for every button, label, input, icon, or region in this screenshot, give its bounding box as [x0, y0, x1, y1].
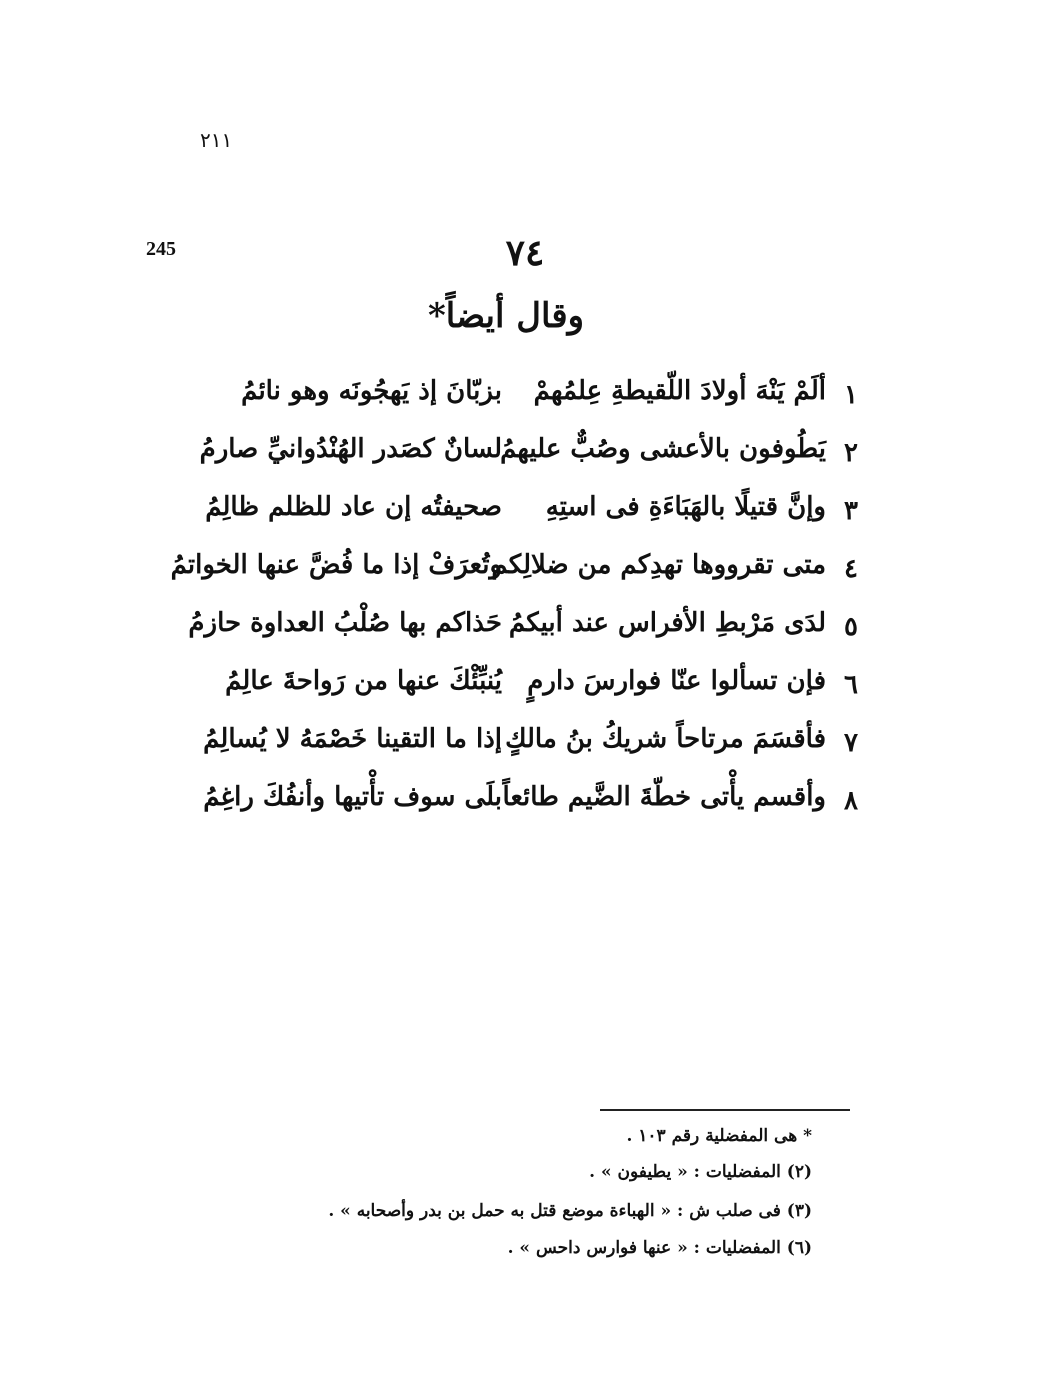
- verse-second-hemistich: صحيفتُه إن عاد للظلم ظالِمُ: [205, 492, 502, 522]
- verse-row: [0, 426, 908, 484]
- poem-title: وقال أيضاً*: [427, 296, 585, 336]
- verse-number: ٨: [844, 786, 858, 816]
- verse-second-hemistich: حَذاكم بها صُلْبُ العداوة حازمُ: [188, 608, 502, 638]
- verse-first-hemistich: وإنَّ قتيلًا بالهَبَاءَةِ فى استِهِ: [545, 492, 826, 522]
- arabic-page-number: ٢١١: [200, 128, 233, 152]
- verse-first-hemistich: فإن تسألوا عنّا فوارسَ دارمٍ: [527, 666, 826, 696]
- footnote: * هى المفضلية رقم ١٠٣ .: [626, 1126, 812, 1146]
- verse-first-hemistich: متى تقرووها تهدِكم من ضلالِكم: [491, 550, 826, 580]
- verse-number: ٧: [844, 728, 858, 758]
- verse-second-hemistich: إذا ما التقينا خَصْمَهُ لا يُسالِمُ: [203, 724, 502, 754]
- verse-first-hemistich: يَطُوفون بالأعشى وصُبٌّ عليهمُ: [500, 434, 826, 464]
- verse-number: ٦: [844, 670, 858, 700]
- verse-first-hemistich: لدَى مَرْبطِ الأفراس عند أبيكمُ: [508, 608, 826, 638]
- verse-second-hemistich: بلَى سوف تأْتيها وأنفُكَ راغِمُ: [203, 782, 502, 812]
- verse-first-hemistich: ألَمْ يَنْهَ أولادَ اللّقيطةِ عِلمُهمْ: [533, 376, 826, 406]
- verse-second-hemistich: بزبّانَ إذ يَهجُونَه وهو نائمُ: [241, 376, 502, 406]
- verse-row: [0, 716, 908, 774]
- verse-second-hemistich: يُنبِّئْكَ عنها من رَواحةَ عالِمُ: [225, 666, 502, 696]
- footnote-separator: [600, 1109, 850, 1111]
- footnote: (٢) المفضليات : « يطيفون » .: [589, 1162, 812, 1182]
- verse-second-hemistich: وتُعرَفْ إذا ما فُضَّ عنها الخواتمُ: [170, 550, 502, 580]
- footnote: (٦) المفضليات : « عنها فوارس داحس » .: [507, 1238, 812, 1258]
- verse-row: [0, 542, 908, 600]
- verse-number: ٣: [844, 496, 858, 526]
- verse-number: ٢: [844, 438, 858, 468]
- verse-second-hemistich: لسانٌ كصَدر الهُنْدُوانيِّ صارمُ: [199, 434, 502, 464]
- verse-row: [0, 600, 908, 658]
- verse-row: [0, 658, 908, 716]
- latin-page-number: 245: [146, 238, 176, 260]
- verse-number: ١: [844, 380, 858, 410]
- footnote: (٣) فى صلب ش : « الهباءة موضع قتل به حمل بن بدر وأصحابه » .: [328, 1201, 812, 1221]
- poem-number: ٧٤: [505, 232, 545, 274]
- verse-row: [0, 774, 908, 832]
- verse-number: ٥: [844, 612, 858, 642]
- verse-first-hemistich: وأقسم يأْتى خطّةَ الضَّيم طائعاً: [502, 782, 826, 812]
- verse-row: [0, 368, 908, 426]
- verse-number: ٤: [844, 554, 858, 584]
- verse-first-hemistich: فأقسَمَ مرتاحاً شريكُ بنُ مالكٍ: [505, 724, 826, 754]
- verse-row: [0, 484, 908, 542]
